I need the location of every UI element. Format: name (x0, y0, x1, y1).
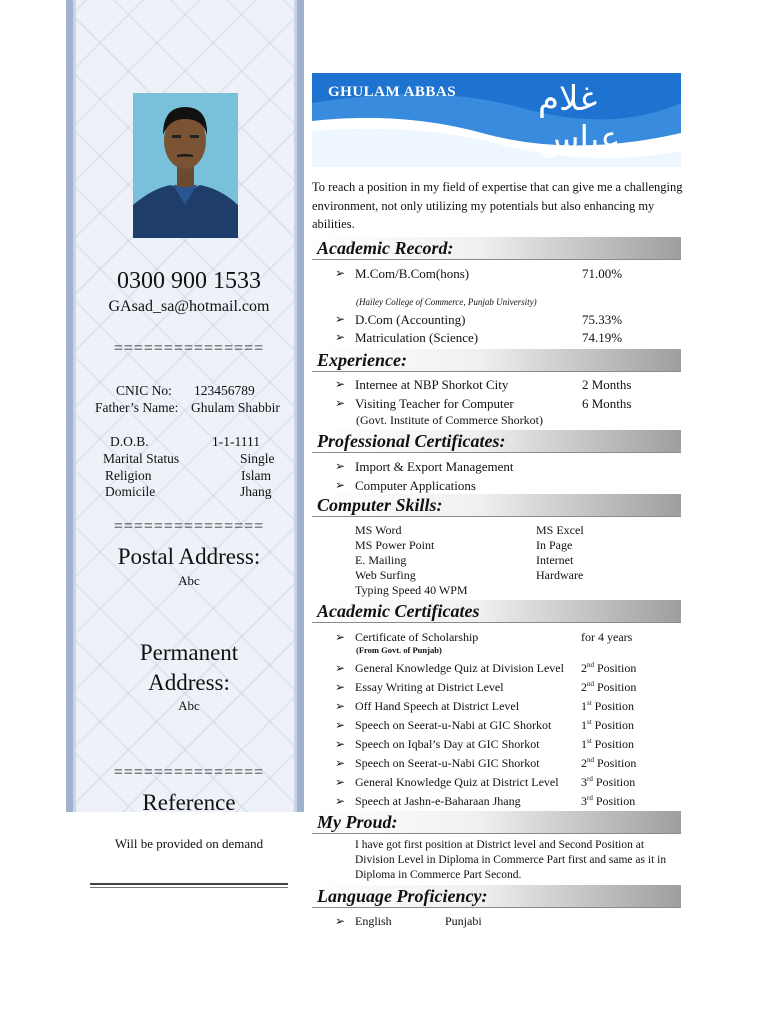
skill-item: In Page (536, 538, 573, 552)
skill-item: MS Excel (536, 523, 584, 537)
phone-number: 0300 900 1533 (117, 268, 261, 294)
cnic-value: 123456789 (194, 383, 255, 398)
permanent-address-value: Abc (178, 698, 200, 713)
section-my-proud: My Proud: (312, 811, 681, 834)
reference-underline (90, 883, 288, 888)
skill-item: E. Mailing (355, 553, 407, 567)
divider: =============== (113, 518, 265, 535)
father-name-label: Father’s Name: (95, 400, 179, 415)
cnic-label: CNIC No: (116, 383, 172, 398)
profile-photo (133, 93, 238, 238)
section-academic-record: Academic Record: (312, 237, 681, 260)
certificate-position: 2nd Position (581, 756, 637, 770)
certificate-item: ➢ Speech at Jashn-e-Baharaan Jhang (355, 794, 521, 809)
certificate-item: ➢ Speech on Seerat-u-Nabi at GIC Shorkot (355, 718, 551, 733)
section-experience: Experience: (312, 349, 681, 372)
proud-text: I have got first position at District level and Second Position at Division Level in Diploma in Commerce Part first and same as it in Diploma in Commerce Part Second. (355, 839, 667, 881)
section-computer-skills: Computer Skills: (312, 494, 681, 517)
marital-status-value: Single (240, 451, 275, 466)
postal-address-title: Postal Address: (117, 544, 261, 569)
experience-note: (Govt. Institute of Commerce Shorkot) (356, 413, 543, 427)
permanent-address-title-line2: Address: (148, 670, 230, 695)
certificate-position: 3rd Position (581, 794, 636, 808)
dob-value: 1-1-1111 (212, 434, 260, 449)
certificate-position: 2nd Position (581, 680, 637, 694)
certificate-position: 3rd Position (581, 775, 636, 789)
academic-score: 75.33% (582, 312, 623, 327)
reference-value: Will be provided on demand (114, 836, 264, 851)
experience-duration: 6 Months (582, 396, 632, 411)
postal-address-value: Abc (178, 573, 200, 588)
certificate-item: ➢ Speech on Seerat-u-Nabi GIC Shorkot (355, 756, 540, 771)
certificate-position: 2nd Position (581, 661, 637, 675)
experience-duration: 2 Months (582, 377, 632, 392)
academic-note: (Hailey College of Commerce, Punjab University) (356, 297, 537, 307)
section-academic-certificates: Academic Certificates (312, 600, 681, 623)
certificate-item: ➢ Certificate of Scholarship (355, 630, 478, 645)
name-urdu: غلام عباس (538, 79, 621, 159)
academic-degree: ➢ D.Com (Accounting) (355, 312, 465, 328)
name-english: GHULAM ABBAS (328, 84, 457, 100)
academic-score: 71.00% (582, 266, 623, 281)
dob-label: D.O.B. (110, 434, 149, 449)
certificate-position: 1st Position (581, 699, 635, 713)
academic-degree: ➢ Matriculation (Science) (355, 330, 478, 346)
name-banner (312, 73, 681, 167)
section-professional-certificates: Professional Certificates: (312, 430, 681, 453)
domicile-label: Domicile (105, 484, 156, 499)
certificate-result: for 4 years (581, 630, 633, 644)
certificate-position: 1st Position (581, 718, 635, 732)
professional-certificate: ➢ Import & Export Management (355, 459, 514, 475)
skill-item: MS Word (355, 523, 402, 537)
religion-value: Islam (241, 468, 271, 483)
divider: =============== (113, 764, 265, 781)
academic-degree: ➢ M.Com/B.Com(hons) (355, 266, 469, 282)
email-address[interactable]: GAsad_sa@hotmail.com (108, 298, 270, 315)
experience-role: ➢ Internee at NBP Shorkot City (355, 377, 508, 393)
skill-item: Typing Speed 40 WPM (355, 583, 468, 597)
certificate-item: ➢ Speech on Iqbal’s Day at GIC Shorkot (355, 737, 540, 752)
language-item: Punjabi (445, 914, 482, 928)
skill-item: Hardware (536, 568, 584, 582)
certificate-note: (From Govt. of Punjab) (356, 645, 442, 655)
skill-item: Internet (536, 553, 574, 567)
father-name-value: Ghulam Shabbir (191, 400, 280, 415)
religion-label: Religion (105, 468, 152, 483)
sidebar-border-left (66, 0, 76, 812)
skill-item: Web Surfing (355, 568, 416, 582)
section-language-proficiency: Language Proficiency: (312, 885, 681, 908)
certificate-item: ➢ Off Hand Speech at District Level (355, 699, 519, 714)
divider: =============== (113, 340, 265, 357)
marital-status-label: Marital Status (103, 451, 180, 466)
domicile-value: Jhang (240, 484, 272, 499)
language-item: ➢ English (355, 914, 392, 929)
certificate-position: 1st Position (581, 737, 635, 751)
certificate-item: ➢ General Knowledge Quiz at Division Level (355, 661, 564, 676)
experience-role: ➢ Visiting Teacher for Computer (355, 396, 514, 412)
permanent-address-title-line1: Permanent (139, 640, 239, 665)
certificate-item: ➢ General Knowledge Quiz at District Level (355, 775, 559, 790)
certificate-item: ➢ Essay Writing at District Level (355, 680, 504, 695)
career-objective: To reach a position in my field of expertise that can give me a challenging environment, not only utilizing my potentials but also enhancing my abilities. (312, 180, 683, 231)
academic-score: 74.19% (582, 330, 623, 345)
professional-certificate: ➢ Computer Applications (355, 478, 476, 494)
skill-item: MS Power Point (355, 538, 435, 552)
reference-title: Reference (142, 790, 236, 815)
